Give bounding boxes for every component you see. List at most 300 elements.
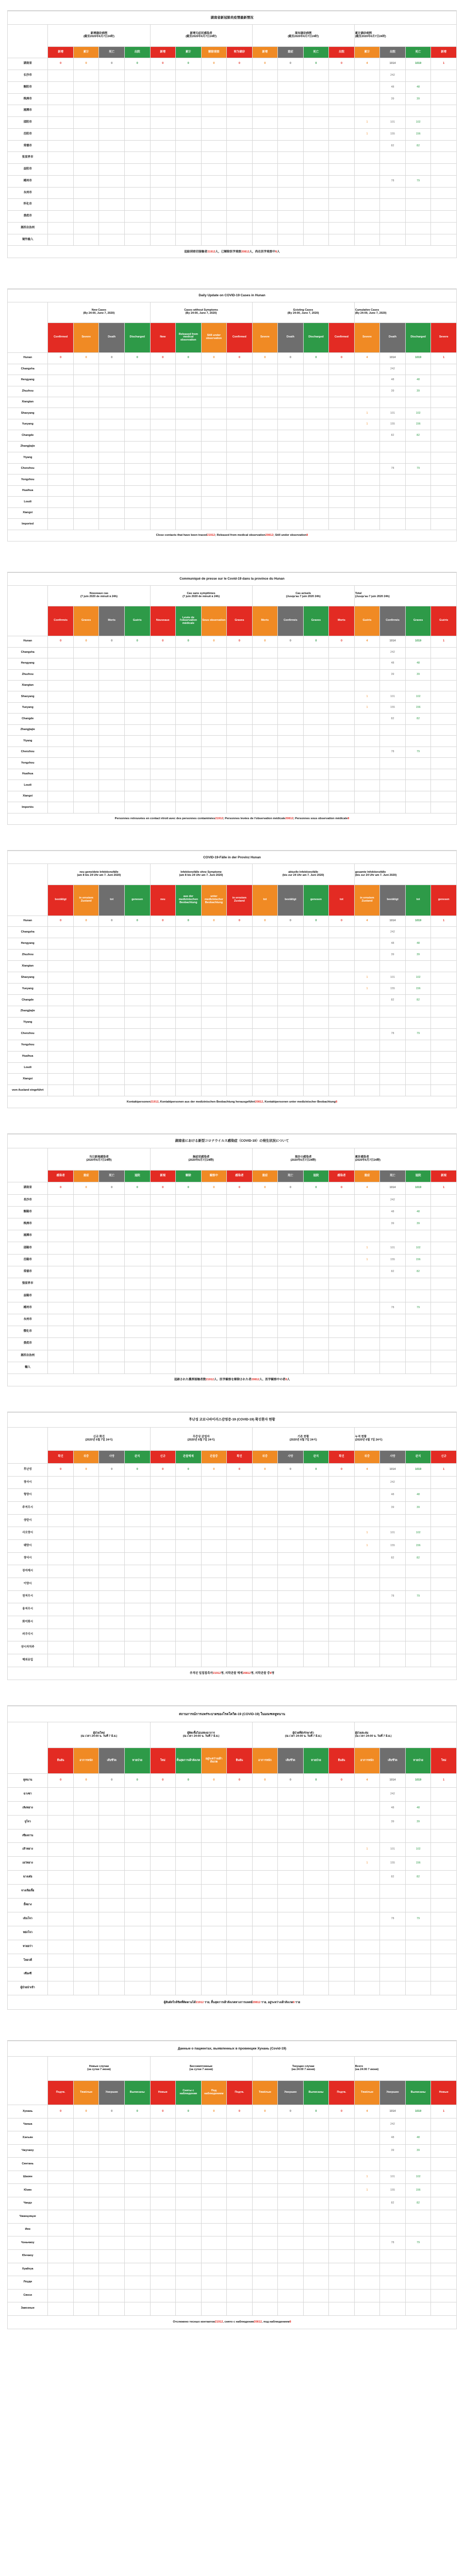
table-cell (176, 152, 202, 164)
table-cell (73, 691, 99, 702)
table-cell (201, 1926, 227, 1940)
table-cell (176, 519, 202, 530)
table-cell (99, 2158, 125, 2171)
table-cell (252, 408, 278, 419)
table-cell (252, 70, 278, 82)
table-cell (354, 1314, 380, 1326)
table-cell: 0 (227, 1774, 253, 1788)
table-cell (354, 1590, 380, 1603)
table-cell (303, 1290, 329, 1302)
table-cell (431, 1912, 457, 1926)
table-cell (124, 1843, 150, 1857)
table-cell (73, 2236, 99, 2250)
table-row (8, 1829, 457, 1843)
table-row (8, 2158, 457, 2171)
table-row (8, 70, 457, 82)
table-cell (150, 669, 176, 680)
table-cell (124, 2223, 150, 2236)
column-header: 累计 (354, 46, 380, 58)
table-cell (124, 1362, 150, 1374)
table-cell (150, 1578, 176, 1590)
footer-number: 20812 (241, 250, 250, 253)
table-row (8, 1981, 457, 1995)
table-cell: 1 (431, 2105, 457, 2119)
table-cell (227, 2249, 253, 2263)
table-cell (354, 1206, 380, 1218)
table-cell (278, 1871, 304, 1885)
table-cell (150, 93, 176, 105)
table-cell (303, 1040, 329, 1051)
table-cell (329, 669, 355, 680)
table-cell: 1 (354, 1857, 380, 1871)
table-cell (252, 736, 278, 747)
table-cell: 1 (354, 1539, 380, 1552)
table-cell: 0 (227, 1464, 253, 1477)
table-cell (354, 2158, 380, 2171)
table-cell (405, 1040, 431, 1051)
table-cell (405, 927, 431, 938)
table-cell (73, 1230, 99, 1242)
region-name: Zhuzhou (8, 950, 48, 961)
table-cell (405, 234, 431, 246)
table-cell (124, 1565, 150, 1578)
table-cell (150, 1218, 176, 1230)
table-cell (303, 1940, 329, 1954)
table-cell (252, 1565, 278, 1578)
table-cell: 0 (48, 636, 74, 647)
table-cell: 0 (48, 1182, 74, 1194)
table-cell (124, 105, 150, 117)
table-cell (329, 702, 355, 713)
table-cell (278, 397, 304, 408)
table-cell (99, 1527, 125, 1540)
table-row (8, 2289, 457, 2302)
table-cell (303, 2263, 329, 2276)
region-name: Лоуди (8, 2276, 48, 2290)
table-cell (303, 736, 329, 747)
table-cell (278, 961, 304, 972)
table-cell (329, 1552, 355, 1565)
table-cell (303, 724, 329, 735)
table-cell: 39 (380, 1218, 406, 1230)
table-row (8, 938, 457, 950)
table-cell (380, 1829, 406, 1843)
region-name: Loudi (8, 1062, 48, 1074)
table-cell (124, 1899, 150, 1912)
column-header: Подтв. (329, 2080, 355, 2105)
table-cell: 0 (99, 1464, 125, 1477)
table-cell (124, 1926, 150, 1940)
table-cell (99, 2249, 125, 2263)
table-cell (278, 70, 304, 82)
region-name: Chenzhou (8, 747, 48, 757)
footer-number: 8 (289, 2320, 291, 2324)
footer-text: 人 (277, 250, 280, 253)
table-cell (227, 187, 253, 199)
table-cell (150, 1843, 176, 1857)
table-cell (150, 2263, 176, 2276)
table-cell (73, 1290, 99, 1302)
table-cell (278, 995, 304, 1006)
table-cell (201, 408, 227, 419)
table-cell (124, 691, 150, 702)
table-cell (99, 1362, 125, 1374)
table-cell (354, 938, 380, 950)
column-header: Graves (303, 606, 329, 636)
table-cell (73, 222, 99, 234)
contacts-footer (8, 2315, 457, 2329)
table-cell (99, 702, 125, 713)
table-cell (329, 747, 355, 757)
table-cell (201, 2276, 227, 2290)
table-cell (431, 802, 457, 813)
footer-text: 명, 의학관찰 중 (251, 1671, 270, 1675)
table-cell (201, 681, 227, 691)
table-cell (380, 769, 406, 779)
table-cell (405, 2249, 431, 2263)
table-cell (303, 386, 329, 397)
footer-number: 21912 (207, 534, 216, 537)
group-label: 現存の感染者 (295, 1156, 312, 1159)
table-cell (354, 234, 380, 246)
column-header: สิ้นสุดการเฝ้าสังเกต (176, 1748, 202, 1774)
table-cell (150, 1040, 176, 1051)
footer-number: 8 (347, 817, 350, 821)
table-cell: 1 (354, 972, 380, 984)
table-cell (252, 2223, 278, 2236)
table-cell (303, 927, 329, 938)
table-cell (354, 995, 380, 1006)
table-cell (354, 397, 380, 408)
table-cell (329, 419, 355, 430)
table-cell (278, 2276, 304, 2290)
table-cell (303, 647, 329, 658)
group-header (48, 1148, 150, 1170)
column-header: อาการหนัก (252, 1748, 278, 1774)
table-cell (99, 452, 125, 463)
table-cell (201, 1641, 227, 1654)
table-cell (48, 2289, 74, 2302)
group-label: ผู้ติดเชื้อไม่แสดงอาการ (187, 1731, 215, 1735)
table-cell (303, 375, 329, 386)
table-cell (431, 1501, 457, 1514)
region-name: Чанша (8, 2118, 48, 2131)
table-cell (48, 802, 74, 813)
table-cell (150, 1616, 176, 1629)
column-header: 死亡 (99, 1171, 125, 1182)
table-cell (303, 2118, 329, 2131)
region-name: Yongzhou (8, 758, 48, 769)
table-cell (99, 430, 125, 441)
table-row (8, 2263, 457, 2276)
column-header: 感染者 (227, 1171, 253, 1182)
table-row (8, 1476, 457, 1489)
table-cell (405, 441, 431, 452)
table-cell (380, 234, 406, 246)
table-cell (278, 1912, 304, 1926)
table-cell: 0 (201, 58, 227, 70)
table-cell (303, 1514, 329, 1527)
table-cell (227, 1074, 253, 1085)
table-cell (73, 758, 99, 769)
table-cell (48, 117, 74, 129)
table-cell (278, 1290, 304, 1302)
table-cell (431, 1565, 457, 1578)
group-header (252, 25, 354, 46)
table-row (8, 1017, 457, 1028)
table-row (8, 519, 457, 530)
column-header: Graves (227, 606, 253, 636)
table-cell (227, 211, 253, 223)
table-cell (329, 658, 355, 669)
table-cell (380, 397, 406, 408)
group-sub: (2020년 6월 7일 24시) (289, 1438, 317, 1442)
column-header: 退院 (124, 1171, 150, 1182)
table-row (8, 950, 457, 961)
table-cell (73, 1787, 99, 1801)
table-cell (405, 1565, 431, 1578)
table-cell (124, 1350, 150, 1362)
column-header: Confirmed (48, 323, 74, 352)
table-cell (73, 128, 99, 140)
table-cell (48, 972, 74, 984)
table-cell: 82 (405, 1552, 431, 1565)
table-cell: 0 (73, 1464, 99, 1477)
table-row (8, 2223, 457, 2236)
table-cell (354, 2144, 380, 2158)
region-name: Hengyang (8, 938, 48, 950)
table-cell (48, 1603, 74, 1616)
table-cell (73, 397, 99, 408)
table-cell (329, 1338, 355, 1350)
table-cell (431, 669, 457, 680)
table-cell (124, 1514, 150, 1527)
table-cell: 0 (201, 353, 227, 364)
table-cell (73, 1527, 99, 1540)
footer-text: 人 (287, 1378, 290, 1382)
table-cell (99, 519, 125, 530)
column-header: Severe (354, 323, 380, 352)
table-cell: 39 (405, 2144, 431, 2158)
table-cell (48, 1899, 74, 1912)
table-cell (329, 1194, 355, 1206)
table-cell (227, 2197, 253, 2210)
table-cell (99, 70, 125, 82)
table-cell (150, 714, 176, 724)
table-cell (303, 802, 329, 813)
table-cell (150, 364, 176, 375)
column-header: หายป่วย (124, 1748, 150, 1774)
table-cell (48, 1954, 74, 1968)
table-row (8, 669, 457, 680)
table-cell (150, 1654, 176, 1667)
table-cell (278, 519, 304, 530)
table-cell (354, 647, 380, 658)
group-sub: (截至2020年6月7日24时) (186, 35, 217, 38)
table-cell: 1 (431, 58, 457, 70)
table-cell (278, 2249, 304, 2263)
table-cell (252, 397, 278, 408)
table-cell (124, 2118, 150, 2131)
table-cell (303, 430, 329, 441)
table-cell (99, 140, 125, 152)
table-cell (354, 961, 380, 972)
table-cell (73, 1968, 99, 1981)
table-cell (329, 1218, 355, 1230)
table-cell (303, 452, 329, 463)
table-cell (150, 2289, 176, 2302)
table-cell (278, 647, 304, 658)
table-cell (303, 769, 329, 779)
table-cell (48, 1829, 74, 1843)
table-cell (227, 1829, 253, 1843)
table-cell: 102 (405, 408, 431, 419)
table-cell (380, 1578, 406, 1590)
table-cell (303, 938, 329, 950)
table-cell (431, 747, 457, 757)
table-cell (124, 497, 150, 507)
table-cell: 1 (354, 702, 380, 713)
column-header: 확진 (48, 1451, 74, 1464)
table-cell (48, 1552, 74, 1565)
column-header: Guéris (124, 606, 150, 636)
table-cell (354, 2289, 380, 2302)
table-cell (48, 702, 74, 713)
table-cell (201, 1489, 227, 1502)
table-cell (176, 1514, 202, 1527)
table-row (8, 140, 457, 152)
table-cell (303, 2158, 329, 2171)
footer-number: 8 (275, 250, 277, 253)
table-cell (73, 2210, 99, 2224)
table-cell (380, 961, 406, 972)
table-cell (380, 1968, 406, 1981)
table-cell (48, 1017, 74, 1028)
table-cell (48, 1565, 74, 1578)
group-sub: (на 24:00 7 июня) (355, 2067, 379, 2071)
table-cell (252, 187, 278, 199)
table-row (8, 780, 457, 791)
table-cell (329, 1654, 355, 1667)
table-cell (124, 1028, 150, 1040)
group-header (354, 25, 456, 46)
table-cell (99, 758, 125, 769)
table-cell: 0 (124, 1774, 150, 1788)
table-cell: 0 (278, 1774, 304, 1788)
table-row (8, 1278, 457, 1290)
table-cell (73, 961, 99, 972)
table-cell (329, 1254, 355, 1266)
table-cell: 48 (405, 1801, 431, 1815)
table-row (8, 647, 457, 658)
table-cell: 0 (150, 636, 176, 647)
table-cell (329, 474, 355, 485)
table-cell (48, 441, 74, 452)
group-header (354, 1427, 456, 1451)
table-cell (48, 1194, 74, 1206)
table-cell: 0 (252, 916, 278, 927)
table-row (8, 1218, 457, 1230)
table-cell (150, 984, 176, 995)
table-cell (329, 1801, 355, 1815)
table-row (8, 1815, 457, 1829)
table-cell (278, 430, 304, 441)
table-cell (252, 1843, 278, 1857)
table-cell: 0 (252, 636, 278, 647)
table-cell: 0 (303, 1464, 329, 1477)
table-cell (303, 1266, 329, 1278)
table-cell (431, 234, 457, 246)
column-header: Выписаны (124, 2080, 150, 2105)
table-cell (176, 658, 202, 669)
table-cell (48, 658, 74, 669)
table-cell (227, 938, 253, 950)
table-cell (99, 2236, 125, 2250)
footer-number: 20812 (254, 2320, 262, 2324)
report-ko (7, 1412, 457, 1680)
group-label: 新增确诊病例 (90, 32, 108, 36)
table-row (8, 636, 457, 647)
table-cell: 78 (380, 175, 406, 187)
table-row (8, 1254, 457, 1266)
table-cell (303, 1206, 329, 1218)
group-sub: (2020年6月7日24時) (86, 1158, 112, 1162)
region-name: Xiangtan (8, 681, 48, 691)
table-cell (278, 1074, 304, 1085)
table-cell (227, 152, 253, 164)
table-cell (99, 2118, 125, 2131)
table-cell (278, 938, 304, 950)
table-cell: 0 (329, 58, 355, 70)
table-cell (227, 791, 253, 802)
report-table (7, 11, 457, 258)
footer-number: 8 (335, 1100, 338, 1104)
group-sub: (ณ เวลา 24:00 น. วันที่ 7 มิ.ย.) (285, 1734, 322, 1738)
table-cell: 0 (278, 58, 304, 70)
table-cell: 101 (380, 1527, 406, 1540)
table-cell (252, 117, 278, 129)
table-row (8, 419, 457, 430)
table-cell (48, 2144, 74, 2158)
table-cell (431, 519, 457, 530)
group-label: aktuelle Infektionsfälle (288, 871, 319, 874)
table-cell (176, 1040, 202, 1051)
table-cell (303, 2197, 329, 2210)
table-cell (278, 1885, 304, 1899)
table-cell (201, 950, 227, 961)
table-cell (201, 1338, 227, 1350)
table-cell (380, 1040, 406, 1051)
group-header (150, 585, 252, 606)
region-name: Xiangxi (8, 507, 48, 518)
table-cell (124, 1051, 150, 1062)
table-cell (354, 2118, 380, 2131)
table-cell (73, 1074, 99, 1085)
table-cell (431, 408, 457, 419)
table-cell (303, 474, 329, 485)
table-cell (124, 714, 150, 724)
table-cell (354, 175, 380, 187)
table-cell (201, 984, 227, 995)
table-cell (176, 1314, 202, 1326)
table-cell (227, 1940, 253, 1954)
table-cell: 1 (354, 2171, 380, 2184)
column-header: 出院 (380, 46, 406, 58)
table-row (8, 199, 457, 211)
table-cell (431, 1801, 457, 1815)
table-cell (405, 1074, 431, 1085)
table-cell (73, 463, 99, 474)
